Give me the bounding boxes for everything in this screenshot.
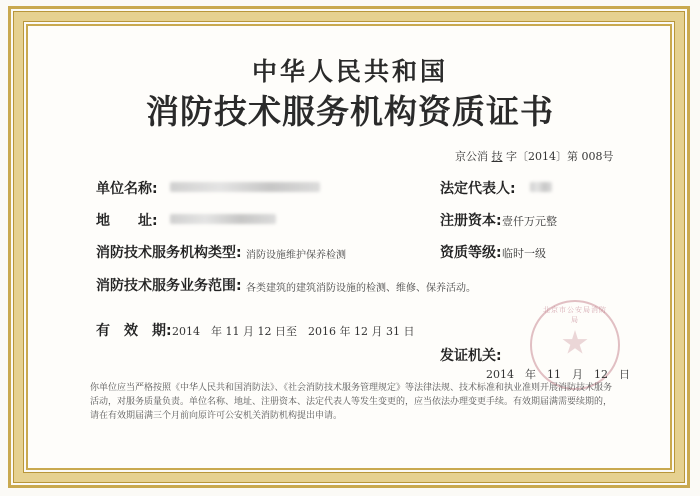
certificate-number (455, 148, 614, 164)
value-business-scope: 各类建筑的建筑消防设施的检测、维修、保养活动。 (246, 283, 476, 294)
notice-text: 你单位应当严格按照《中华人民共和国消防法》、《社会消防技术服务管理规定》等法律法规、技术标准和执业准则开展消防技术服务活动，对服务质量负责。单位名称、地址、注册资本、法定代表人等发生变更的，应当依法办理变更手续。有效期届满需要续期的，请在有效期届满三个月前向原许可公安机关消防机构提出申请。 (90, 383, 613, 421)
label-valid-period: 有 效 期: (96, 323, 172, 339)
redacted-legal-rep (530, 182, 552, 192)
cert-no-prefix: 京公消 (455, 150, 488, 163)
label-legal-rep: 法定代表人: (440, 181, 516, 197)
value-grade: 临时一级 (502, 247, 546, 260)
label-unit-name: 单位名称: (96, 181, 158, 197)
label-issuer: 发证机关: (440, 348, 502, 364)
redacted-unit-name (170, 182, 320, 192)
label-grade: 资质等级: (440, 245, 502, 261)
value-org-type: 消防设施维护保养检测 (246, 250, 346, 261)
cert-no-type: 技 (491, 150, 503, 163)
label-business-scope: 消防技术服务业务范围: (96, 278, 242, 294)
value-valid-period: 2014 年 11 月 12 日至 2016 年 12 月 31 日 (172, 325, 415, 338)
cert-no-suffix: 字〔2014〕第 008号 (506, 150, 614, 163)
value-capital: 壹仟万元整 (502, 215, 557, 228)
seal-text: 北京市公安局消防局 (543, 306, 607, 324)
title-main: 消防技术服务机构资质证书 (146, 92, 554, 131)
label-address: 地 址: (96, 213, 158, 229)
label-capital: 注册资本: (440, 213, 502, 229)
redacted-address (170, 214, 276, 224)
value-issue-date: 2014 年 11 月 12 日 (486, 368, 630, 381)
label-org-type: 消防技术服务机构类型: (96, 245, 242, 261)
title-country: 中华人民共和国 (251, 57, 448, 86)
